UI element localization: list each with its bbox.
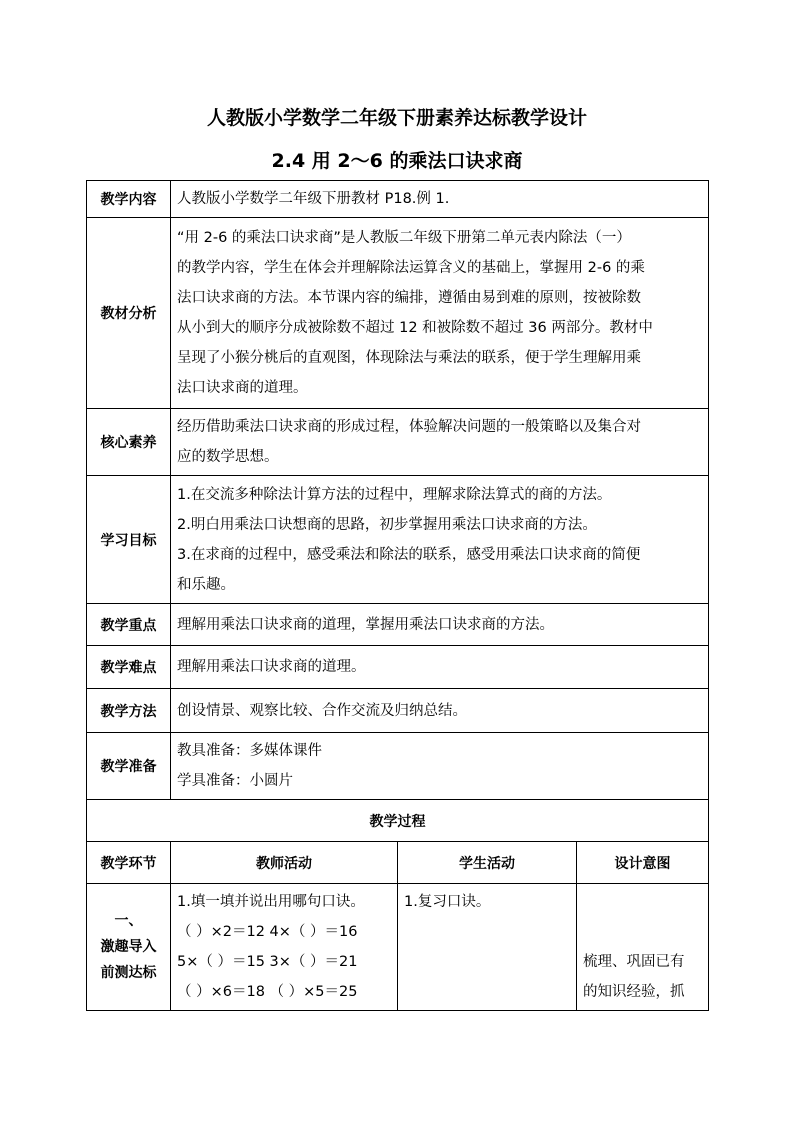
value-goals <box>171 476 709 604</box>
goal-line: 2.明白用乘法口诀想商的思路，初步掌握用乘法口诀求商的方法。 <box>177 516 597 533</box>
analysis-line: 法口诀求商的方法。本节课内容的编排，遵循由易到难的原则，按被除数 <box>177 290 641 306</box>
row-key-point <box>87 604 709 646</box>
col-header-intent: 设计意图 <box>577 842 709 884</box>
label-method: 教学方法 <box>87 689 171 733</box>
intent-line: 的知识经验，抓 <box>583 984 685 1000</box>
value-key-point: 理解用乘法口诀求商的道理，掌握用乘法口诀求商的方法。 <box>171 604 709 646</box>
literacy-line: 应的数学思想。 <box>177 449 279 465</box>
row-preparation <box>87 733 709 800</box>
value-content: 人教版小学数学二年级下册教材 P18.例 1. <box>171 181 709 218</box>
value-literacy <box>171 409 709 476</box>
teacher-line: 1.填一填并说出用哪句口诀。 <box>177 894 365 910</box>
value-difficulty: 理解用乘法口诀求商的道理。 <box>171 646 709 689</box>
lesson-plan-table <box>86 180 709 1011</box>
value-preparation <box>171 733 709 800</box>
process-heading: 教学过程 <box>87 800 709 842</box>
intent-line: 梳理、巩固已有 <box>583 954 685 970</box>
literacy-line: 经历借助乘法口诀求商的形成过程，体验解决问题的一般策略以及集合对 <box>177 419 641 435</box>
row-stage-1 <box>87 884 709 1011</box>
analysis-line: 的教学内容，学生在体会并理解除法运算含义的基础上，掌握用 2-6 的乘 <box>177 260 645 276</box>
label-key-point: 教学重点 <box>87 604 171 646</box>
row-goals <box>87 476 709 604</box>
col-header-stage: 教学环节 <box>87 842 171 884</box>
prep-line: 教具准备：多媒体课件 <box>177 743 322 759</box>
student-line: 1.复习口诀。 <box>404 894 491 910</box>
label-difficulty: 教学难点 <box>87 646 171 689</box>
document-title: 人教版小学数学二年级下册素养达标教学设计 <box>206 107 587 129</box>
row-method <box>87 689 709 733</box>
row-literacy <box>87 409 709 476</box>
goal-line: 1.在交流多种除法计算方法的过程中，理解求除法算式的商的方法。 <box>177 486 612 503</box>
teacher-line: （ ）×2＝12 4×（ ）＝16 <box>177 924 358 940</box>
value-method: 创设情景、观察比较、合作交流及归纳总结。 <box>171 689 709 733</box>
analysis-line: “用 2-6 的乘法口诀求商”是人教版二年级下册第二单元表内除法（一） <box>177 230 631 246</box>
analysis-line: 法口诀求商的道理。 <box>177 380 308 396</box>
teacher-line: （ ）×6＝18 （ ）×5＝25 <box>177 984 358 1000</box>
prep-line: 学具准备：小圆片 <box>177 773 293 789</box>
value-analysis <box>171 218 709 409</box>
row-analysis <box>87 218 709 409</box>
row-process-heading <box>87 800 709 842</box>
col-header-student: 学生活动 <box>398 842 577 884</box>
label-goals: 学习目标 <box>87 476 171 604</box>
goal-line: 和乐趣。 <box>177 576 235 593</box>
stage-1-intent <box>577 884 709 1011</box>
col-header-teacher: 教师活动 <box>171 842 398 884</box>
stage-1-label <box>87 884 171 1011</box>
label-preparation: 教学准备 <box>87 733 171 800</box>
goal-line: 3.在求商的过程中，感受乘法和除法的联系，感受用乘法口诀求商的简便 <box>177 546 641 563</box>
teacher-line: 5×（ ）＝15 3×（ ）＝21 <box>177 954 358 970</box>
analysis-line: 从小到大的顺序分成被除数不超过 12 和被除数不超过 36 两部分。教材中 <box>177 320 653 336</box>
row-column-headers <box>87 842 709 884</box>
stage-1-student <box>398 884 577 1011</box>
stage-1-label-line: 一、 <box>114 913 143 929</box>
lesson-subtitle: 2.4 用 2～6 的乘法口诀求商 <box>271 150 523 172</box>
label-analysis: 教材分析 <box>87 218 171 409</box>
stage-1-teacher <box>171 884 398 1011</box>
label-literacy: 核心素养 <box>87 409 171 476</box>
row-content <box>87 181 709 218</box>
stage-1-label-line: 前测达标 <box>100 965 157 981</box>
label-content: 教学内容 <box>87 181 171 218</box>
stage-1-label-line: 激趣导入 <box>100 939 157 955</box>
row-difficulty <box>87 646 709 689</box>
analysis-line: 呈现了小猴分桃后的直观图，体现除法与乘法的联系，便于学生理解用乘 <box>177 350 641 366</box>
